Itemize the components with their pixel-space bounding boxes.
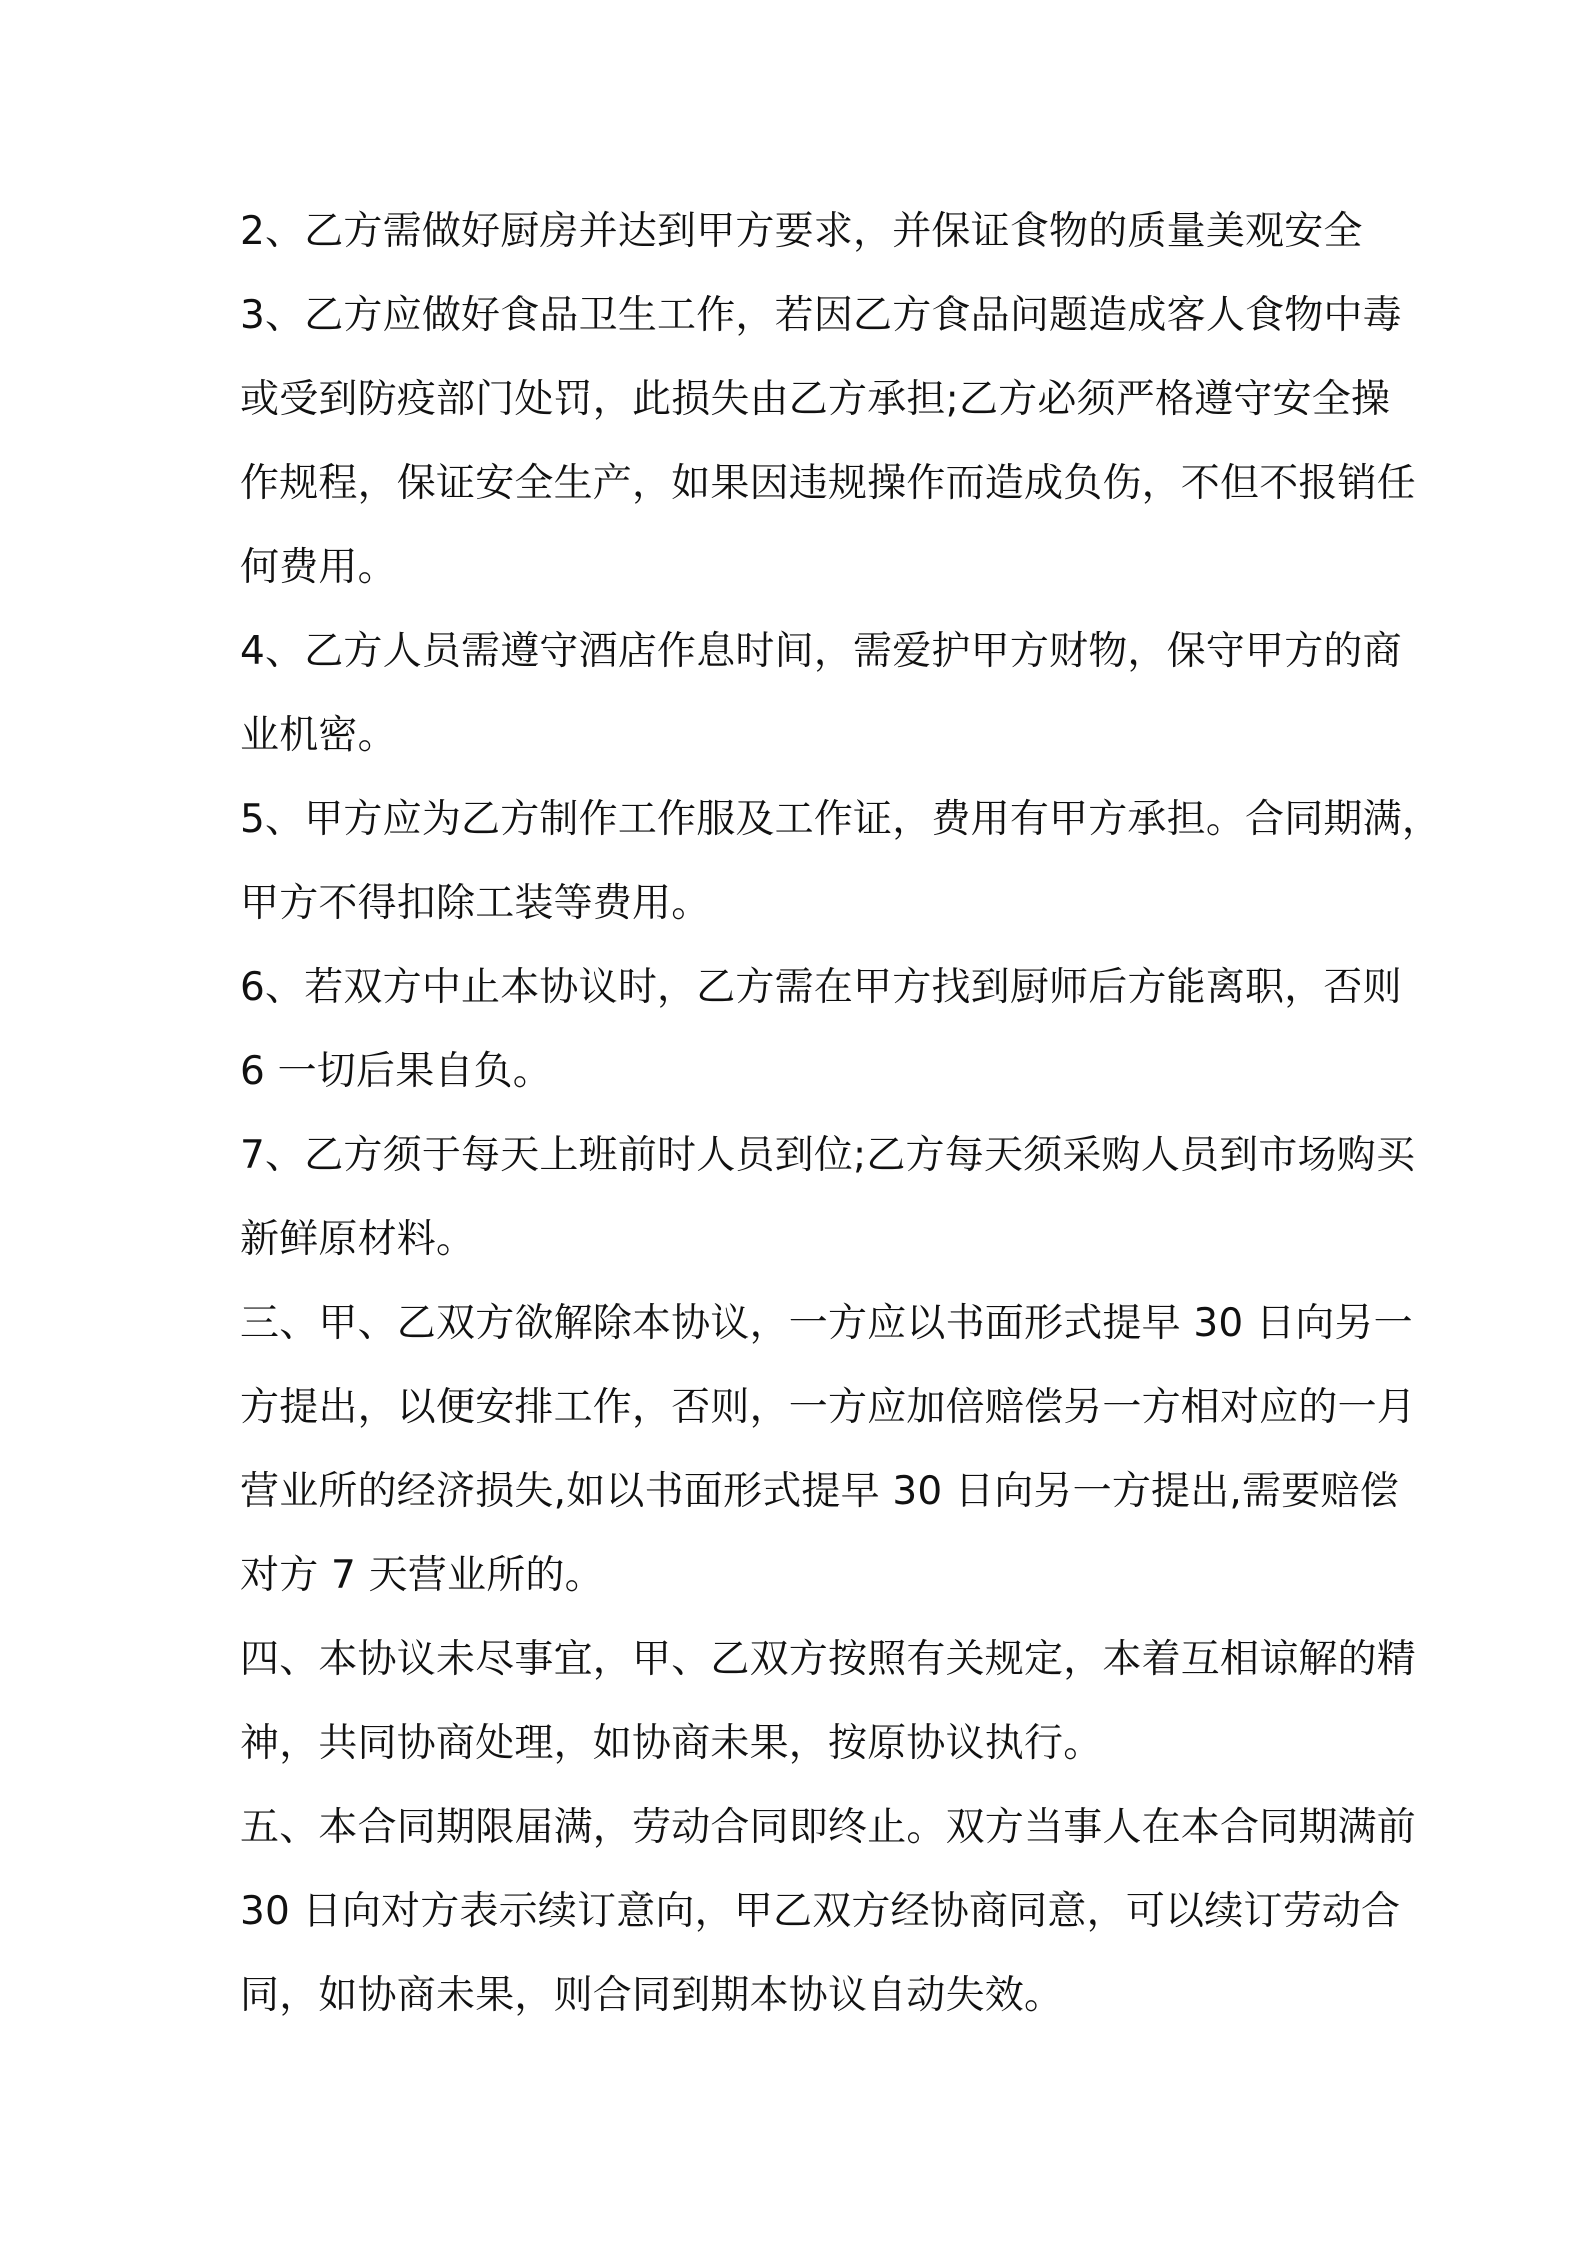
- text-line: 对方 7 天营业所的。: [240, 1553, 604, 1598]
- text-line: 6、若双方中止本协议时，乙方需在甲方找到厨师后方能离职，否则: [240, 965, 1402, 1010]
- text-line: 6 一切后果自负。: [240, 1049, 553, 1094]
- text-line: 作规程，保证安全生产，如果因违规操作而造成负伤，不但不报销任: [240, 461, 1417, 506]
- text-line: 五、本合同期限届满，劳动合同即终止。双方当事人在本合同期满前: [240, 1805, 1417, 1850]
- text-line: 3、乙方应做好食品卫生工作，若因乙方食品问题造成客人食物中毒: [240, 293, 1402, 338]
- text-line: 或受到防疫部门处罚，此损失由乙方承担;乙方必须严格遵守安全操: [240, 377, 1391, 422]
- text-line: 同，如协商未果，则合同到期本协议自动失效。: [240, 1973, 1064, 2018]
- text-line: 神，共同协商处理，如协商未果，按原协议执行。: [240, 1721, 1103, 1766]
- text-line: 7、乙方须于每天上班前时人员到位;乙方每天须采购人员到市场购买: [240, 1133, 1416, 1178]
- text-line: 新鲜原材料。: [240, 1217, 476, 1262]
- text-line: 甲方不得扣除工装等费用。: [240, 881, 711, 926]
- text-line: 5、甲方应为乙方制作工作服及工作证，费用有甲方承担。合同期满，: [240, 797, 1442, 842]
- contract-text: [240, 190, 1442, 2038]
- text-line: 何费用。: [240, 545, 397, 590]
- text-line: 方提出，以便安排工作，否则，一方应加倍赔偿另一方相对应的一月: [240, 1385, 1417, 1430]
- text-line: 4、乙方人员需遵守酒店作息时间，需爱护甲方财物，保守甲方的商: [240, 629, 1402, 674]
- text-line: 四、本协议未尽事宜，甲、乙双方按照有关规定，本着互相谅解的精: [240, 1637, 1417, 1682]
- text-line: 营业所的经济损失,如以书面形式提早 30 日向另一方提出,需要赔偿: [240, 1469, 1399, 1514]
- text-line: 三、甲、乙双方欲解除本协议，一方应以书面形式提早 30 日向另一: [240, 1301, 1413, 1346]
- text-line: 30 日向对方表示续订意向，甲乙双方经协商同意，可以续订劳动合: [240, 1889, 1401, 1934]
- text-line: 业机密。: [240, 713, 397, 758]
- text-line: 2、乙方需做好厨房并达到甲方要求，并保证食物的质量美观安全: [240, 209, 1363, 254]
